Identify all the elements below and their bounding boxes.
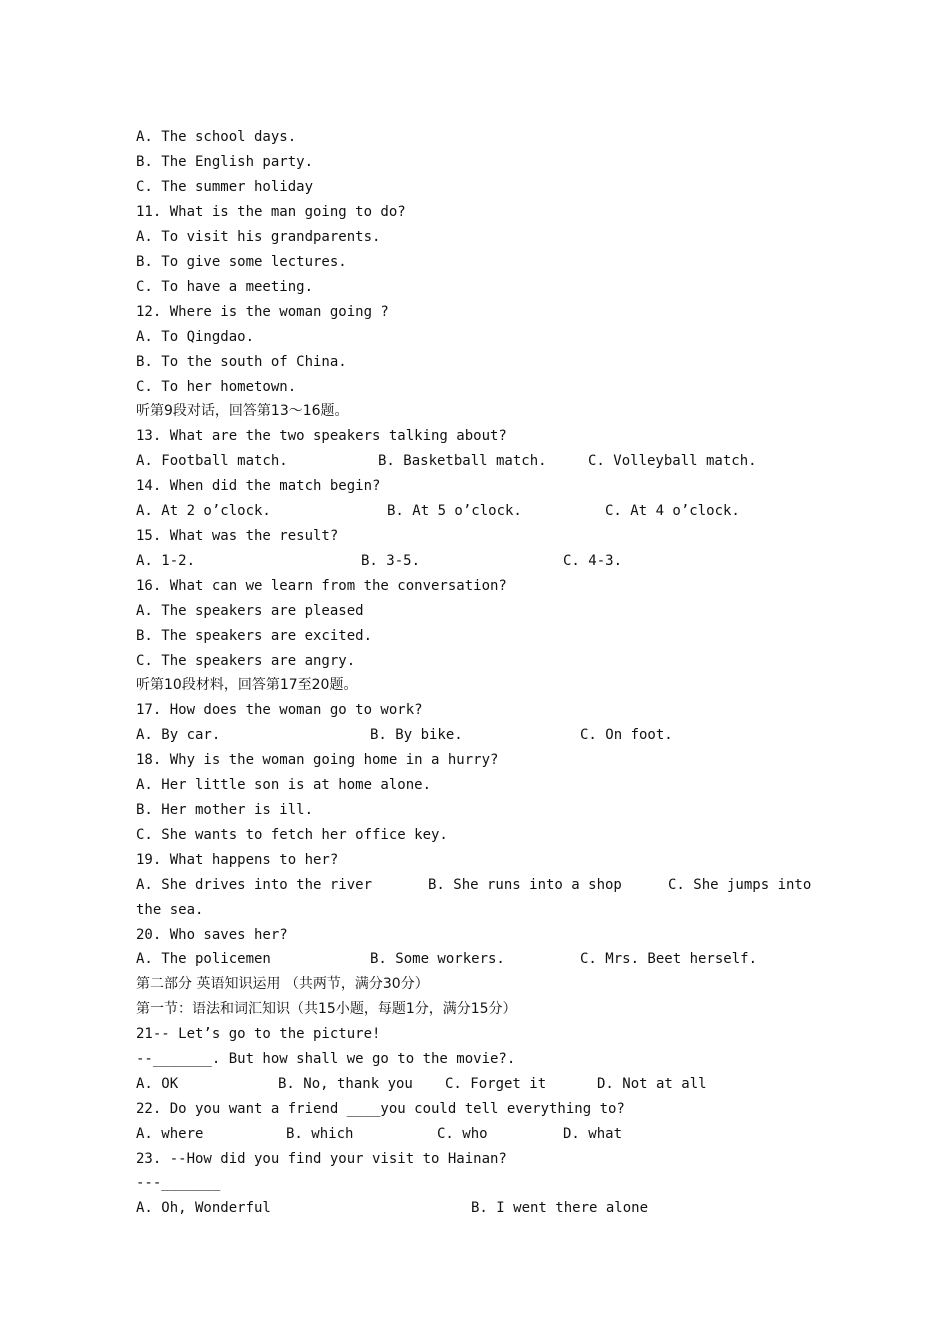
q22-question: 22. Do you want a friend ____you could tell everything to? xyxy=(136,1101,625,1117)
q22-option-c: C. who xyxy=(437,1126,488,1142)
q19-option-b: B. She runs into a shop xyxy=(428,877,622,893)
q18-option-c: C. She wants to fetch her office key. xyxy=(136,827,448,843)
q14-option-a: A. At 2 o’clock. xyxy=(136,503,271,519)
q21-response: --_______. But how shall we go to the movie?. xyxy=(136,1051,516,1067)
q21-option-d: D. Not at all xyxy=(597,1076,707,1092)
q16-option-b: B. The speakers are excited. xyxy=(136,628,373,644)
part-two-heading: 第二部分 英语知识运用 （共两节，满分30分） xyxy=(136,976,429,992)
q16-option-c: C. The speakers are angry. xyxy=(136,653,356,669)
q11-option-a: A. To visit his grandparents. xyxy=(136,229,381,245)
section-9-instruction: 听第9段对话，回答第13～16题。 xyxy=(136,403,349,419)
section-one-heading: 第一节：语法和词汇知识（共15小题，每题1分，满分15分） xyxy=(136,1001,517,1017)
q13-question: 13. What are the two speakers talking about? xyxy=(136,428,507,444)
q15-option-c: C. 4-3. xyxy=(563,553,623,569)
q10-option-a: A. The school days. xyxy=(136,129,297,145)
q10-option-b: B. The English party. xyxy=(136,154,314,170)
q12-option-a: A. To Qingdao. xyxy=(136,329,255,345)
q20-question: 20. Who saves her? xyxy=(136,927,288,943)
q19-option-c-continued: the sea. xyxy=(136,902,204,918)
q12-question: 12. Where is the woman going ? xyxy=(136,304,389,320)
q15-option-b: B. 3-5. xyxy=(361,553,421,569)
section-10-instruction: 听第10段材料，回答第17至20题。 xyxy=(136,677,358,693)
q15-option-a: A. 1-2. xyxy=(136,553,196,569)
q19-option-a: A. She drives into the river xyxy=(136,877,373,893)
q13-option-c: C. Volleyball match. xyxy=(588,453,757,469)
q16-option-a: A. The speakers are pleased xyxy=(136,603,364,619)
q17-option-b: B. By bike. xyxy=(370,727,463,743)
q21-question: 21-- Let’s go to the picture! xyxy=(136,1026,381,1042)
q12-option-c: C. To her hometown. xyxy=(136,379,297,395)
q14-option-b: B. At 5 o’clock. xyxy=(387,503,522,519)
q20-option-a: A. The policemen xyxy=(136,951,271,967)
q19-question: 19. What happens to her? xyxy=(136,852,339,868)
q17-question: 17. How does the woman go to work? xyxy=(136,702,423,718)
q14-question: 14. When did the match begin? xyxy=(136,478,381,494)
q20-option-b: B. Some workers. xyxy=(370,951,505,967)
q19-option-c: C. She jumps into xyxy=(668,877,812,893)
q21-option-b: B. No, thank you xyxy=(278,1076,413,1092)
q20-option-c: C. Mrs. Beet herself. xyxy=(580,951,758,967)
q21-option-c: C. Forget it xyxy=(445,1076,547,1092)
q18-option-b: B. Her mother is ill. xyxy=(136,802,314,818)
q23-response: ---_______ xyxy=(136,1175,221,1191)
q22-option-b: B. which xyxy=(286,1126,354,1142)
q11-option-c: C. To have a meeting. xyxy=(136,279,314,295)
q22-option-d: D. what xyxy=(563,1126,623,1142)
q21-option-a: A. OK xyxy=(136,1076,179,1092)
q11-question: 11. What is the man going to do? xyxy=(136,204,406,220)
q14-option-c: C. At 4 o’clock. xyxy=(605,503,740,519)
q23-question: 23. --How did you find your visit to Hainan? xyxy=(136,1151,507,1167)
q12-option-b: B. To the south of China. xyxy=(136,354,347,370)
q22-option-a: A. where xyxy=(136,1126,204,1142)
q17-option-c: C. On foot. xyxy=(580,727,673,743)
q13-option-a: A. Football match. xyxy=(136,453,288,469)
q11-option-b: B. To give some lectures. xyxy=(136,254,347,270)
q18-question: 18. Why is the woman going home in a hurry? xyxy=(136,752,499,768)
q23-option-b: B. I went there alone xyxy=(471,1200,649,1216)
q17-option-a: A. By car. xyxy=(136,727,221,743)
q23-option-a: A. Oh, Wonderful xyxy=(136,1200,271,1216)
q13-option-b: B. Basketball match. xyxy=(378,453,547,469)
q18-option-a: A. Her little son is at home alone. xyxy=(136,777,432,793)
q15-question: 15. What was the result? xyxy=(136,528,339,544)
q16-question: 16. What can we learn from the conversation? xyxy=(136,578,507,594)
q10-option-c: C. The summer holiday xyxy=(136,179,314,195)
